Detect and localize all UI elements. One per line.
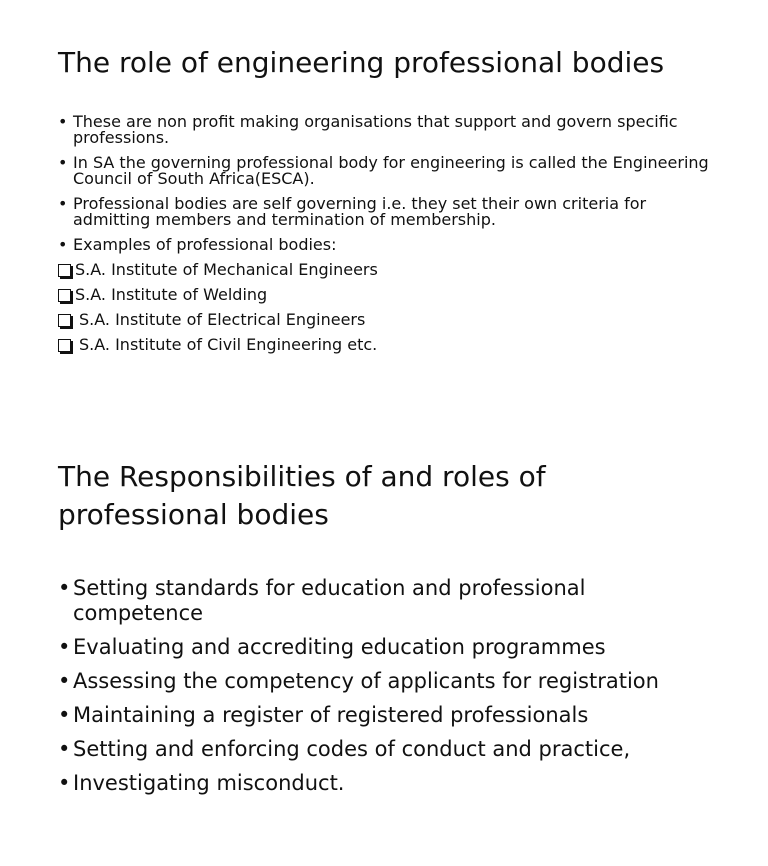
example-text: S.A. Institute of Civil Engineering etc. [79,335,378,354]
bullet-dot-icon: • [58,737,71,761]
bullet-item [58,669,718,694]
bullet-dot-icon: • [58,635,71,659]
slide-professional-bodies-role [0,0,768,410]
bullet-item [58,635,718,660]
bullet-item [58,737,718,762]
example-text: S.A. Institute of Electrical Engineers [79,310,366,329]
bullet-dot-icon: • [58,153,68,172]
bullet-text: Maintaining a register of registered professionals [73,703,589,727]
bullet-text: Evaluating and accrediting education programmes [73,635,606,659]
bullet-dot-icon: • [58,235,68,254]
bullet-dot-icon: • [58,576,71,600]
bullet-dot-icon: • [58,703,71,727]
slide-title: The role of engineering professional bodies [58,46,665,79]
bullet-text: These are non profit making organisations that support and govern specific professions. [73,112,678,147]
bullet-list [58,576,718,805]
bullet-text: Investigating misconduct. [73,771,345,795]
bullet-dot-icon: • [58,194,68,213]
bullet-item [58,114,718,146]
checkbox-icon [58,289,71,302]
checkbox-icon [58,264,71,277]
example-text: S.A. Institute of Mechanical Engineers [75,260,378,279]
bullet-item [58,155,718,187]
bullet-text: Setting standards for education and professional competence [73,576,586,625]
checkbox-icon [58,314,71,327]
slide-responsibilities [0,430,768,866]
example-item-civil [58,336,718,354]
example-item-electrical [58,311,718,329]
bullet-item [58,771,718,796]
bullet-dot-icon: • [58,771,71,795]
example-item-mechanical [58,261,718,279]
example-text: S.A. Institute of Welding [75,285,268,304]
bullet-item [58,196,718,228]
slide-title: The Responsibilities of and roles of professional bodies [58,460,546,531]
bullet-text: Examples of professional bodies: [73,235,337,254]
example-item-welding [58,286,718,304]
bullet-text: Professional bodies are self governing i.e. they set their own criteria for admitting members and termination of membership. [73,194,647,229]
bullet-list [58,114,718,361]
bullet-text: In SA the governing professional body for engineering is called the Engineering Council of South Africa(ESCA). [73,153,709,188]
bullet-text: Assessing the competency of applicants for registration [73,669,659,693]
bullet-item [58,576,718,626]
bullet-item [58,237,718,253]
bullet-text: Setting and enforcing codes of conduct and practice, [73,737,631,761]
bullet-dot-icon: • [58,669,71,693]
checkbox-icon [58,339,71,352]
bullet-item [58,703,718,728]
bullet-dot-icon: • [58,112,68,131]
